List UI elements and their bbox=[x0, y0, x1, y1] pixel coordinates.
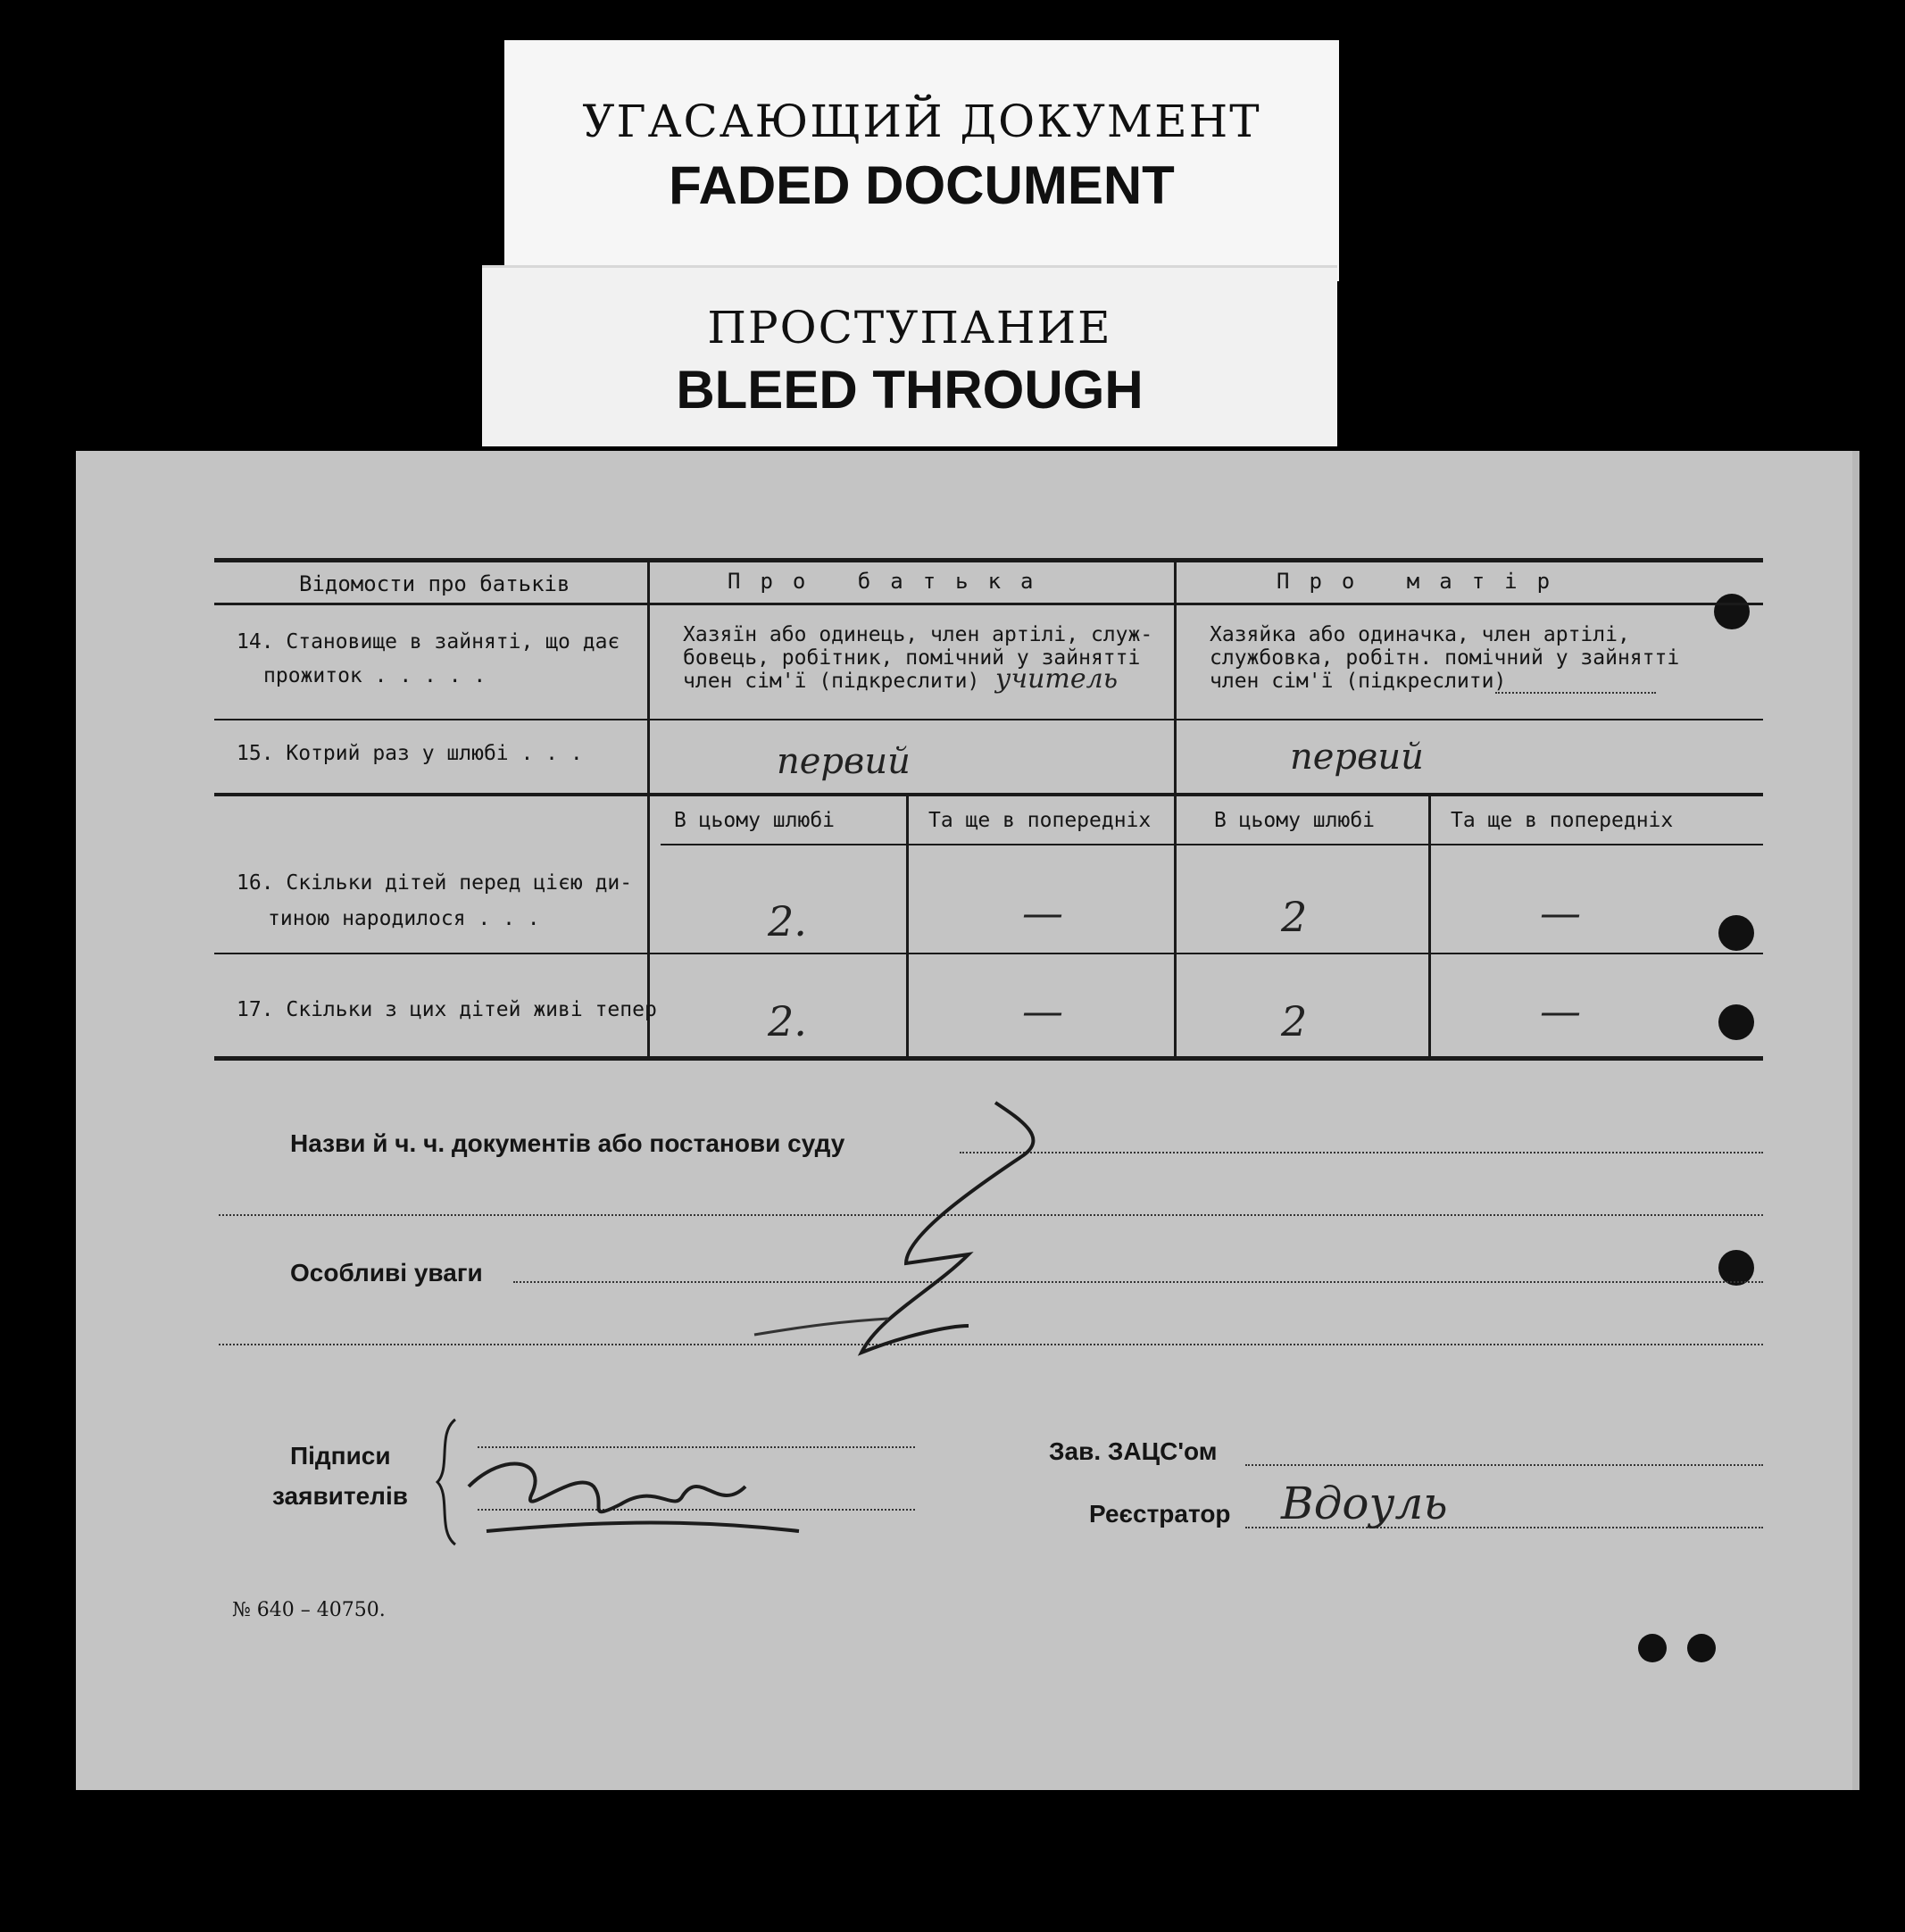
punch-hole bbox=[1714, 594, 1750, 629]
header-info: Відомости про батьків bbox=[299, 571, 570, 596]
row17-mother-previous: — bbox=[1540, 987, 1581, 1035]
bleed-through-label bbox=[482, 268, 1337, 446]
subheader-father-this: В цьому шлюбі bbox=[674, 809, 836, 832]
row14-label-line2: прожиток . . . . . bbox=[263, 664, 487, 687]
column-divider bbox=[906, 796, 909, 1058]
row14-label-line1: 14. Становище в зайняті, що дає bbox=[237, 630, 620, 654]
row15-father-handwritten: первий bbox=[777, 741, 911, 782]
row17-father-previous: — bbox=[1022, 987, 1063, 1035]
row14-mother-line1: Хазяйка або одиначка, член артілі, bbox=[1210, 623, 1630, 646]
punch-hole bbox=[1718, 1004, 1754, 1040]
subheader-mother-this: В цьому шлюбі bbox=[1214, 809, 1376, 832]
row14-bottom-rule bbox=[214, 719, 1763, 720]
faded-label-en: FADED DOCUMENT bbox=[669, 155, 1175, 215]
row14-mother-fill-line bbox=[1495, 692, 1656, 694]
head-zags-fill-line bbox=[1245, 1464, 1763, 1466]
faded-document-label bbox=[504, 40, 1339, 281]
signatures-label-line1: Підписи bbox=[290, 1442, 391, 1470]
header-bottom-rule bbox=[214, 603, 1763, 605]
bleed-label-en: BLEED THROUGH bbox=[676, 360, 1144, 420]
documents-label: Назви й ч. ч. документів або постанови суду bbox=[290, 1129, 845, 1157]
blank-z-mark bbox=[701, 1085, 1076, 1406]
row15-bottom-rule bbox=[214, 793, 1763, 796]
row14-mother-line3: член сім'ї (підкреслити) bbox=[1210, 670, 1507, 693]
faded-label-ru: УГАСАЮЩИЙ ДОКУМЕНТ bbox=[582, 96, 1261, 147]
row17-label: 17. Скільки з цих дітей живі тепер bbox=[237, 998, 657, 1021]
row14-father-line1: Хазяїн або одинець, член артілі, служ- bbox=[683, 623, 1153, 646]
remarks-label: Особливі уваги bbox=[290, 1259, 483, 1287]
row16-label-line1: 16. Скільки дітей перед цією ди- bbox=[237, 871, 633, 895]
row16-mother-previous: — bbox=[1540, 888, 1581, 937]
document-sheet bbox=[76, 451, 1859, 1790]
row17-father-this: 2. bbox=[768, 997, 807, 1045]
column-divider bbox=[1428, 796, 1431, 1058]
subheader-mother-previous: Та ще в попередніх bbox=[1451, 809, 1674, 832]
row14-mother-line2: службовка, робітн. помічний у зайнятті bbox=[1210, 646, 1680, 670]
row15-label: 15. Котрий раз у шлюбі . . . bbox=[237, 742, 583, 765]
punch-hole bbox=[1687, 1634, 1716, 1662]
row15-mother-handwritten: первий bbox=[1290, 737, 1424, 778]
head-zags-label: Зав. ЗАЦС'ом bbox=[1049, 1437, 1218, 1465]
punch-hole bbox=[1718, 1250, 1754, 1286]
signatures-label-line2: заявителів bbox=[272, 1482, 408, 1510]
punch-hole bbox=[1638, 1634, 1667, 1662]
row17-mother-this: 2 bbox=[1281, 997, 1308, 1045]
row14-father-line2: бовець, робітник, помічний у зайнятті bbox=[683, 646, 1141, 670]
form-number: № 640 – 40750. bbox=[232, 1599, 386, 1621]
registrar-signature: Вдоуль bbox=[1281, 1478, 1448, 1529]
row16-bottom-rule bbox=[214, 953, 1763, 954]
applicant-signature bbox=[451, 1433, 826, 1558]
column-divider bbox=[1174, 562, 1177, 1058]
bleed-label-ru: ПРОСТУПАНИЕ bbox=[707, 302, 1112, 354]
column-divider bbox=[647, 562, 650, 1058]
documents-fill-line bbox=[960, 1152, 1763, 1153]
punch-hole bbox=[1718, 915, 1754, 951]
row14-father-handwritten: учитель bbox=[995, 663, 1119, 695]
subheader-bottom-rule bbox=[661, 844, 1763, 845]
row16-father-this: 2. bbox=[768, 897, 807, 945]
subheader-father-previous: Та ще в попередніх bbox=[928, 809, 1152, 832]
table-bottom-rule bbox=[214, 1056, 1763, 1061]
registrar-label: Реєстратор bbox=[1089, 1500, 1231, 1528]
row16-label-line2: тиною народилося . . . bbox=[268, 907, 540, 930]
row16-father-previous: — bbox=[1022, 888, 1063, 937]
header-mother: Про матір bbox=[1277, 569, 1570, 594]
row16-mother-this: 2 bbox=[1281, 893, 1308, 941]
header-father: Про батька bbox=[728, 569, 1053, 594]
table-top-rule bbox=[214, 558, 1763, 562]
row14-father-line3: член сім'ї (підкреслити) bbox=[683, 670, 980, 693]
